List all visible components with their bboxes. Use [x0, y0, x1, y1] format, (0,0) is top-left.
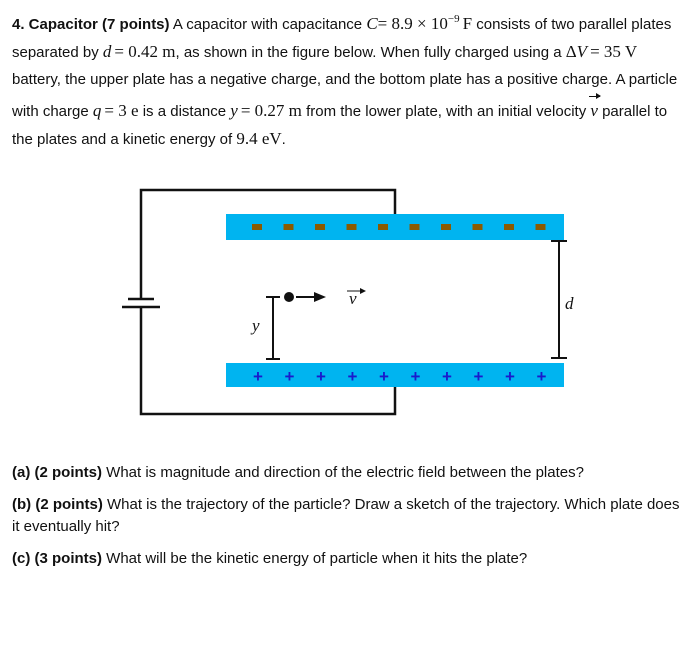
negative-charge-sign	[315, 224, 325, 230]
capacitance-exponent: −9	[447, 13, 460, 25]
positive-charge-sign: +	[473, 367, 484, 386]
problem-text: consists of two parallel plates separated by	[12, 16, 672, 61]
negative-charge-sign	[536, 224, 546, 230]
distance-symbol: y	[230, 101, 238, 120]
kinetic-energy-value: 9.4 eV	[236, 129, 282, 148]
negative-charge-sign	[441, 224, 451, 230]
velocity-vector-symbol: v	[590, 93, 598, 124]
question-c	[12, 548, 688, 570]
question-c-label: (c) (3 points)	[12, 550, 102, 567]
distance-value: = 0.27 m	[240, 101, 302, 120]
problem-text: , as shown in the figure below. When fully charged using a	[175, 44, 562, 61]
velocity-label: v	[349, 289, 357, 308]
problem-text: from the lower plate, with an initial velocity	[306, 103, 587, 120]
capacitance-symbol: C	[366, 14, 378, 33]
delta-symbol: Δ	[565, 42, 577, 61]
question-a	[12, 462, 688, 484]
negative-charge-sign	[378, 224, 388, 230]
negative-charge-sign	[504, 224, 514, 230]
charge-symbol: q	[92, 101, 102, 120]
separation-symbol: d	[102, 42, 112, 61]
positive-charge-sign: +	[536, 367, 547, 386]
velocity-label-arrowhead	[360, 288, 366, 294]
positive-charge-sign: +	[253, 367, 263, 386]
positive-charge-sign: +	[410, 367, 421, 386]
particle	[284, 292, 294, 302]
negative-charge-sign	[410, 224, 420, 230]
negative-charge-sign	[284, 224, 294, 230]
d-label: d	[565, 294, 574, 313]
separation-value: = 0.42 m	[114, 42, 176, 61]
negative-charge-sign	[252, 224, 262, 230]
positive-charge-sign: +	[316, 367, 326, 386]
question-a-text: What is magnitude and direction of the electric field between the plates?	[106, 464, 584, 481]
problem-text: is a distance	[142, 103, 227, 120]
positive-charge-sign: +	[379, 367, 389, 386]
question-b-text: What is the trajectory of the particle? Draw a sketch of the trajectory. Which plate does it eventually hit?	[12, 496, 680, 535]
positive-charge-sign: +	[505, 367, 515, 386]
question-c-text: What will be the kinetic energy of particle when it hits the plate?	[106, 550, 528, 567]
positive-charge-sign: +	[284, 367, 295, 386]
positive-charge-sign: +	[442, 367, 452, 386]
negative-charge-sign	[347, 224, 357, 230]
velocity-arrowhead	[314, 292, 326, 302]
voltage-symbol: V	[576, 42, 588, 61]
y-label: y	[252, 316, 260, 335]
question-b	[12, 494, 688, 538]
circuit-wire-bottom	[141, 307, 395, 414]
negative-charge-sign	[473, 224, 483, 230]
charge-value: = 3 e	[104, 101, 139, 120]
problem-text: battery, the upper plate has a negative charge, and the bottom plate has a positive charge. A particle with charge	[12, 71, 678, 120]
positive-charge-sign: +	[347, 367, 358, 386]
voltage-value: = 35 V	[590, 42, 638, 61]
circuit-wire-top	[141, 190, 395, 299]
capacitance-unit: F	[462, 14, 473, 33]
problem-text: parallel to the plates and a kinetic energy of	[12, 103, 668, 148]
question-b-label: (b) (2 points)	[12, 496, 103, 513]
question-a-label: (a) (2 points)	[12, 464, 102, 481]
problem-text: A capacitor with capacitance	[172, 16, 363, 33]
problem-text: .	[281, 131, 286, 148]
problem-title: 4. Capacitor (7 points)	[12, 16, 170, 33]
capacitance-value: = 8.9 × 10	[377, 14, 448, 33]
